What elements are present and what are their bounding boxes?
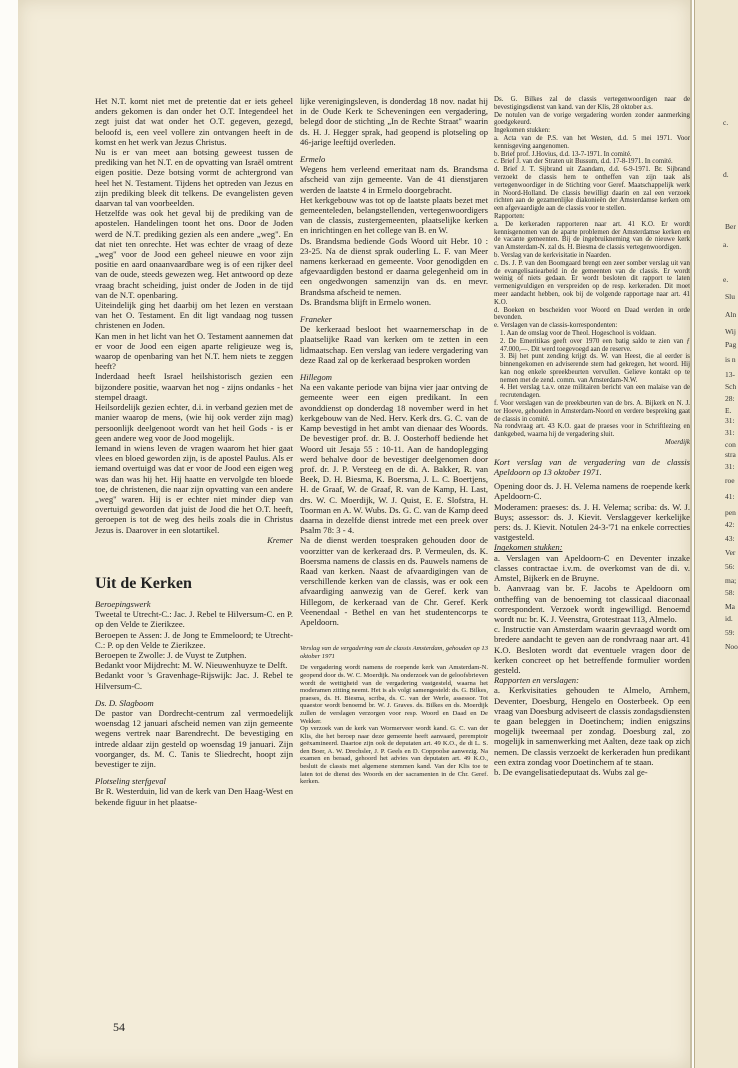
adjacent-page-fragment: d. bbox=[723, 170, 729, 179]
list-item: a. Verslagen van Apeldoorn-C en Deventer inzake classes contractae i.v.m. de overkomst van de di. v. Amstel, Bijkerk en de Bruyne. bbox=[494, 552, 690, 584]
list-item: b. Aanvraag van br. F. Jacobs te Apeldoorn om ontheffing van de benoeming tot classicaal diaconaal correspondent. Verzoek wordt ingewilligd. Benoemd wordt nu: br. K. J. Veenstra, Grotestraat 113, Almelo. bbox=[494, 583, 690, 624]
paragraph: Het N.T. komt niet met de pretentie dat er iets geheel anders gekomen is dan onder het O.T. Integendeel het zegt juist dat wat onder het O.T. gegeven, gezegd, beloofd is, een veel vollere zin ontvangen heeft in de komst en het werk van Jezus Christus. bbox=[95, 96, 293, 147]
paragraph: Iemand in wiens leven de vragen waarom het hier gaat vlees en bloed geworden zijn, is de apostel Paulus. Als er iemand overtuigd was dat er voor de Jood een eigen weg was dan was hij het. Hij haatte en vervolgde ten bloede toe, de christenen, die naar zijn opvatting van een andere „weg" waren. Hij is er echter niet minder diep van overtuigd geworden dat juist de Jood die het O.T. heeft, geroepen is tot de weg des heils zoals die in Christus Jezus is. Daarover in een slotartikel. bbox=[95, 442, 293, 535]
adjacent-page-fragment: 31: bbox=[725, 416, 735, 425]
paragraph: De notulen van de vorige vergadering worden zonder aanmerking goedgekeurd. bbox=[494, 111, 690, 127]
adjacent-page-fragment: con bbox=[725, 440, 736, 449]
paragraph: Beroepen te Zwolle: J. de Vuyst te Zutphen. bbox=[95, 649, 247, 660]
adjacent-page-fragment: 42: bbox=[725, 520, 735, 529]
adjacent-page-fragment: Ber bbox=[725, 222, 736, 231]
paragraph: Ds. G. Bilkes zal de classis vertegenwoordigen naar de bevestigingsdienst van kand. van der Klis, 28 oktober a.s. bbox=[494, 96, 690, 111]
list-item: f. Voor verslagen van de preekbeurten van de brs. A. Bijkerk en N. J. ter Hoeve, gehouden in Amsterdam-Noord en verdere bespreking gaat de classis in comité. bbox=[494, 400, 690, 423]
subheading: Franeker bbox=[300, 314, 332, 325]
paragraph: Nu is er van meet aan botsing geweest tussen de prediking van het N.T. en de opvatting van Israël omtrent eigen positie. Deze botsing vormt de achtergrond van heel het N. Testament. Tijdens het optreden van Jezus en zijn prediking bleek dit telkens. De evangelisten geven daarvan tal van voorbeelden. bbox=[95, 147, 293, 209]
adjacent-page-fragment: Wij bbox=[725, 327, 736, 336]
paragraph: De vergadering wordt namens de roepende kerk van Amsterdam-N. geopend door ds. W. C. Moerdijk. Na onderzoek van de geloofsbrieven wordt de wettigheid van de vergadering vastgesteld, waarna het moderamen zitting neemt. Het is als volgt samengesteld: ds. G. Bilkes, praeses, ds. H. Biesma, scriba, ds. C. van der Werle, assessor. Tot quaestor wordt benoemd br. W. J. Graves. ds. Bilkes en ds. Moerdijk zullen de verslagen verzorgen voor resp. Woord en Daad en De Wekker. bbox=[300, 664, 488, 725]
adjacent-page-fragment: 41: bbox=[725, 492, 735, 501]
paragraph: De kerkeraad besloot het waarnemerschap in de plaatselijke Raad van kerken om te zetten in een lidmaatschap. Een verslag van iedere vergadering van deze Raad zal op de kerkeraad besproken worden bbox=[300, 324, 488, 365]
label: Rapporten: bbox=[494, 212, 525, 220]
list-item: 3. Bij het punt zending krijgt ds. W. van Heest, die al eerder is binnengekomen en adviserende stem had gekregen, het woord. Hij kan nog enkele spreekbeurten vervullen. Gelieve kontakt op te nemen met de zend. comm. van Amsterdam-N.W. bbox=[500, 353, 690, 384]
subheading: Hillegom bbox=[300, 372, 332, 383]
label: Ingekomen stukken: bbox=[494, 127, 551, 135]
paragraph: Beroepen te Assen: J. de Jong te Emmeloord; te Utrecht-C.: P. op den Velde te Zierikzee. bbox=[95, 629, 293, 650]
adjacent-page-fragment: Slu bbox=[725, 292, 736, 301]
list-item: a. Acta van de P.S. van het Westen, d.d. 5 mei 1971. Voor kennisgeving aangenomen. bbox=[494, 134, 690, 150]
list-item: b. Brief prof. J.Hovius, d.d. 13-7-1971. In comité. bbox=[494, 150, 632, 158]
subheading: Beroepingswerk bbox=[95, 598, 151, 609]
adjacent-page-fragment: Sch bbox=[725, 382, 737, 391]
adjacent-page-fragment: Aln bbox=[725, 310, 737, 319]
column-2 bbox=[300, 96, 488, 786]
adjacent-page-fragment: stra bbox=[725, 450, 736, 459]
adjacent-page-fragment: is n bbox=[725, 355, 736, 364]
paragraph: Heilsordelijk gezien echter, d.i. in verband gezien met de manier waarop de mens, (wie hij ook verder zijn mag) persoonlijk deelgenoot wordt van het heil Gods - is er geen andere weg voor de Jood mogelijk. bbox=[95, 402, 293, 443]
list-item: 4. Het verslag t.a.v. onze militairen bericht van een malaise van de recrutendagen. bbox=[500, 384, 690, 400]
column-1 bbox=[95, 96, 293, 807]
list-item: d. Boeken en bescheiden voor Woord en Daad werden in orde bevonden. bbox=[494, 306, 690, 322]
adjacent-page-fragment: E. bbox=[725, 406, 732, 415]
list-item: a. De kerkeraden rapporteren naar art. 41 K.O. Er wordt kennisgenomen van de aparte problemen der Amsterdamse kerken en de vacante gemeenten. Bij de ingebruikneming van de nieuwe kerk van Amsterdam-N. zal ds. H. Biesma de classis vertegenwoordigen. bbox=[494, 220, 690, 252]
paragraph: Inderdaad heeft Israel heilshistorisch gezien een bijzondere positie, waarvan het nog - zijns ondanks - het stempel draagt. bbox=[95, 371, 293, 402]
adjacent-page-fragment: id. bbox=[725, 614, 733, 623]
paragraph: Na rondvraag art. 43 K.O. gaat de praeses voor in Schriftlezing en dankgebed, waarna hij de vergadering sluit. bbox=[494, 423, 690, 439]
adjacent-page-fragment: a. bbox=[723, 240, 729, 249]
adjacent-page-fragment: 43: bbox=[725, 534, 735, 543]
label: Rapporten en verslagen: bbox=[494, 675, 579, 686]
list-item: 2. De Emeritikas geeft over 1970 een batig saldo te zien van ƒ 47.000,—. Dit werd toegevoegd aan de reserve. bbox=[500, 337, 690, 353]
list-item: b. De evangelisatiedeputaat ds. Wubs zal ge- bbox=[494, 766, 648, 777]
adjacent-page-edge bbox=[694, 0, 738, 1068]
paragraph: Na de dienst werden toespraken gehouden door de voorzitter van de kerkeraad drs. P. Vermeulen, ds. K. Boersma namens de classis en ds. Pauwels namens de Raad van kerken. Naast de afvaardigingen van de verschillende kerken van de classis, was er ook een afvaardiging aanwezig van de Geref. kerk van Hillegom, de kerkeraad van de Chr. Geref. Kerk Veenendaal - Bethel en van het studentencorps te Apeldoorn. bbox=[300, 535, 488, 627]
paragraph: Kan men in het licht van het O. Testament aannemen dat er voor de Jood een eigen aparte religieuze weg is, waarop de openbaring van het N.T. hem niets te zeggen heeft? bbox=[95, 330, 293, 372]
adjacent-page-fragment: 31: bbox=[725, 462, 735, 471]
paragraph: Ds. Brandsma bediende Gods Woord uit Hebr. 10 : 23-25. Na de dienst sprak ouderling L. F. van Meer namens kerkeraad en gemeente. Voor genodigden en afgevaardigden bestond er daarna gelegenheid om in een ongedwongen samenzijn van ds. en mevr. Brandsma afscheid te nemen. bbox=[300, 235, 488, 297]
paragraph: Wegens hem verleend emeritaat nam ds. Brandsma afscheid van zijn gemeente. Van de 41 dienstjaren werden de laatste 4 in Ermelo doorgebracht. bbox=[300, 164, 488, 195]
column-3 bbox=[494, 96, 690, 777]
section-heading: Uit de Kerken bbox=[95, 574, 192, 592]
paragraph: Bedankt voor 's Gravenhage-Rijswijk: Jac. J. Rebel te Hilversum-C. bbox=[95, 670, 293, 691]
subheading: Ermelo bbox=[300, 154, 326, 165]
list-item: a. Kerkvisitaties gehouden te Almelo, Arnhem, Deventer, Doesburg, Hengelo en Oosterbeek. Op een vraag van Doesburg adviseert de classis zondagsdiensten te gaan beleggen in Doetinchem; indien enigszins mogelijk tweemaal per zondag. Doesburg zal, zo mogelijk in samenwerking met Aalten, deze taak op zich nemen. De classis verzoekt de kerkeraden hun predikant een extra zondag voor Doetinchem af te staan. bbox=[494, 685, 691, 767]
adjacent-page-fragment: Pag bbox=[725, 340, 737, 349]
adjacent-page-fragment: e. bbox=[723, 275, 729, 284]
page-number: 54 bbox=[113, 1020, 125, 1034]
paragraph: Moderamen: praeses: ds. J. H. Velema; scriba: ds. W. J. Buys; assessor: ds. J. Kievit. Verslaggever kerkelijke pers: ds. J. Kievit. Notulen 24-3-'71 na enkele correcties vastgesteld. bbox=[494, 501, 690, 543]
adjacent-page-fragment: ma; bbox=[725, 576, 737, 585]
paragraph: Het kerkgebouw was tot op de laatste plaats bezet met gemeenteleden, belangstellenden, vertegenwoordigers van de classis, zustergemeenten, plaatselijke kerken en inrichtingen en het college van B. en W. bbox=[300, 194, 488, 236]
label: Ingekomen stukken: bbox=[494, 542, 563, 553]
list-item: c. Brief J. van der Straten uit Bussum, d.d. 17-8-1971. In comité. bbox=[494, 158, 673, 166]
paragraph: De pastor van Dordrecht-centrum zal vermoedelijk woensdag 12 januari afscheid nemen van zijn gemeente wegens vertrek naar Barendrecht. De bevestiging en intrede aldaar zijn gesteld op woensdag 19 januari. Zijn voorganger, ds. M. C. Tanis te Sliedrecht, hoopt zijn bevestiger te zijn. bbox=[95, 707, 293, 769]
list-item: c. Instructie van Amsterdam waarin gevraagd wordt om bredere aandacht te geven aan de rondvraag naar art. 41 K.O. Besloten wordt dat eventuele vragen door de kerken concreet op het betreffende formulier worden gesteld. bbox=[494, 624, 690, 675]
adjacent-page-fragment: Noo bbox=[725, 642, 738, 651]
subheading: Ds. D. Slagboom bbox=[95, 697, 154, 708]
paragraph: Na een vakante periode van bijna vier jaar ontving de gemeente weer een eigen predikant. In een avonddienst op donderdag 18 november werd in het kerkgebouw van de Ned. Herv. Kerk drs. G. C. van de Kamp bevestigd in het ambt van dienaar des Woords. De bevestiger prof. dr. B. J. Oosterhoff bediende het Woord uit Jesaja 55 : 10-11. Aan de handoplegging werd behalve door de bevestiger deelgenomen door prof. dr. J. P. Versteeg en de di. A. Bakker, R. van Beek, D. H. Biesma, K. Boersma, J. L. C. Boertjens, H. de Graaf, W. de Graaf, R. van de Kamp, H. Last, drs. W. C. Moerdijk, W. J. Quist, E. E. Slofstra, H. Toorman en A. W. Wubs. Ds. G. C. van de Kamp deed daarna in dezelfde dienst intrede met een preek over Psalm 78: 3 - 4. bbox=[300, 382, 488, 536]
adjacent-page-fragment: Ver bbox=[725, 548, 736, 557]
magazine-page bbox=[18, 0, 692, 1068]
paragraph: lijke verenigingsleven, is donderdag 18 nov. nadat hij in de Oude Kerk te Scheveningen een vergadering, belegd door de stichting „In de Rechte Straat" waarin ds. H. J. Hegger sprak, had geopend is plotseling op 46-jarige leeftijd overleden. bbox=[300, 96, 488, 147]
paragraph: Opening door ds. J. H. Velema namens de roepende kerk Apeldoorn-C. bbox=[494, 481, 690, 502]
list-item: c. Ds. J. P. van den Boomgaard brengt een zeer somber verslag uit van de evangelisatiearbeid in de gemeenten van de classis. Er wordt weinig of niets gedaan. Er wordt besloten dit rapport te laten vermenigvuldigen en verspreiden op de resp. kerkeraden. Dit moet meer aandacht hebben, ook bij de volgende rapportage naar art. 41 K.O. bbox=[494, 259, 690, 306]
list-item: d. Brief J. T. Sijbrand uit Zaandam, d.d. 6-9-1971. Br. Sijbrand verzoekt de classis hem te ontheffen van zijn taak als vertegenwoordiger in de Stichting voor Geref. Maatschappelijk werk in Noord-Holland. De classis bewilligt daarin en zal een verzoek richten aan de gezamenlijke diakonieën der Amsterdamse kerken om een afgevaardigde aan de classis voor te stellen. bbox=[494, 166, 690, 213]
paragraph: Op verzoek van de kerk van Wormerveer wordt kand. G. C. van der Klis, die het beroep naar deze gemeente heeft aanvaard, peremptoir geëxamineerd. Daartoe zijn ook de deputaten art. 49 K.O., de di L. S. den Boer, A. W. Drechsler, J. P. Geels en D. Coppoolse aanwezig. Na examen en beraad, gehoord het advies van deputaten art. 49 K.O., besluit de classis met algemene stemmen kand. Van der Klis toe te laten tot de dienst des Woords en der sacramenten in de Chr. Geref. kerken. bbox=[300, 725, 488, 786]
adjacent-page-fragment: 59: bbox=[725, 628, 735, 637]
paragraph: Tweetal te Utrecht-C.: Jac. J. Rebel te Hilversum-C. en P. op den Velde te Zierikzee. bbox=[95, 609, 293, 630]
author-signature: Kremer bbox=[267, 534, 293, 545]
paragraph: Ds. Brandsma blijft in Ermelo wonen. bbox=[300, 296, 432, 307]
paragraph: Hetzelfde was ook het geval bij de prediking van de apostelen. Handelingen toont het ons. Door de Joden werd de N.T. prediking gezien als een andere „weg". En dat niet ten onrechte. Het was echter de vraag of deze „weg" voor de Jood een geheel nieuwe en voor zijn positie en aard onaanvaardbare weg is of een rijker deel van de oude, steeds gewezen weg. Het antwoord op deze vraag bracht scheiding, juist onder de Joden in de tijd van de N.T. openbaring. bbox=[95, 208, 293, 300]
author-signature: Moerdijk bbox=[664, 439, 690, 447]
adjacent-page-fragment: 56: bbox=[725, 562, 735, 571]
list-item: 1. Aan de omslag voor de Theol. Hogeschool is voldaan. bbox=[500, 329, 657, 337]
adjacent-page-fragment: Ma bbox=[725, 602, 735, 611]
adjacent-page-fragment: 13- bbox=[725, 370, 735, 379]
report-title: Verslag van de vergadering van de classis Amsterdam, gehouden op 13 oktober 1971 bbox=[300, 645, 488, 660]
report-title: Kort verslag van de vergadering van de classis Apeldoorn op 13 oktober 1971. bbox=[494, 456, 690, 478]
list-item: b. Verslag van de kerkvisitatie in Naarden. bbox=[494, 251, 611, 259]
list-item: e. Verslagen van de classis-korrespondenten: bbox=[494, 322, 618, 330]
adjacent-page-fragment: pen bbox=[725, 508, 736, 517]
paragraph: Bedankt voor Mijdrecht: M. W. Nieuwenhuyze te Delft. bbox=[95, 660, 288, 671]
subheading: Plotseling sterfgeval bbox=[95, 776, 166, 787]
adjacent-page-fragment: c. bbox=[723, 118, 729, 127]
adjacent-page-fragment: 58: bbox=[725, 588, 735, 597]
paragraph: Uiteindelijk ging het daarbij om het lezen en verstaan van het O. Testament. En dit ligt vandaag nog tussen christenen en Joden. bbox=[95, 300, 293, 331]
adjacent-page-fragment: 31: bbox=[725, 428, 735, 437]
adjacent-page-fragment: 28: bbox=[725, 394, 735, 403]
adjacent-page-fragment: roe bbox=[725, 476, 735, 485]
paragraph: Br R. Westerduin, lid van de kerk van Den Haag-West en bekende figuur in het plaatse- bbox=[95, 786, 293, 807]
